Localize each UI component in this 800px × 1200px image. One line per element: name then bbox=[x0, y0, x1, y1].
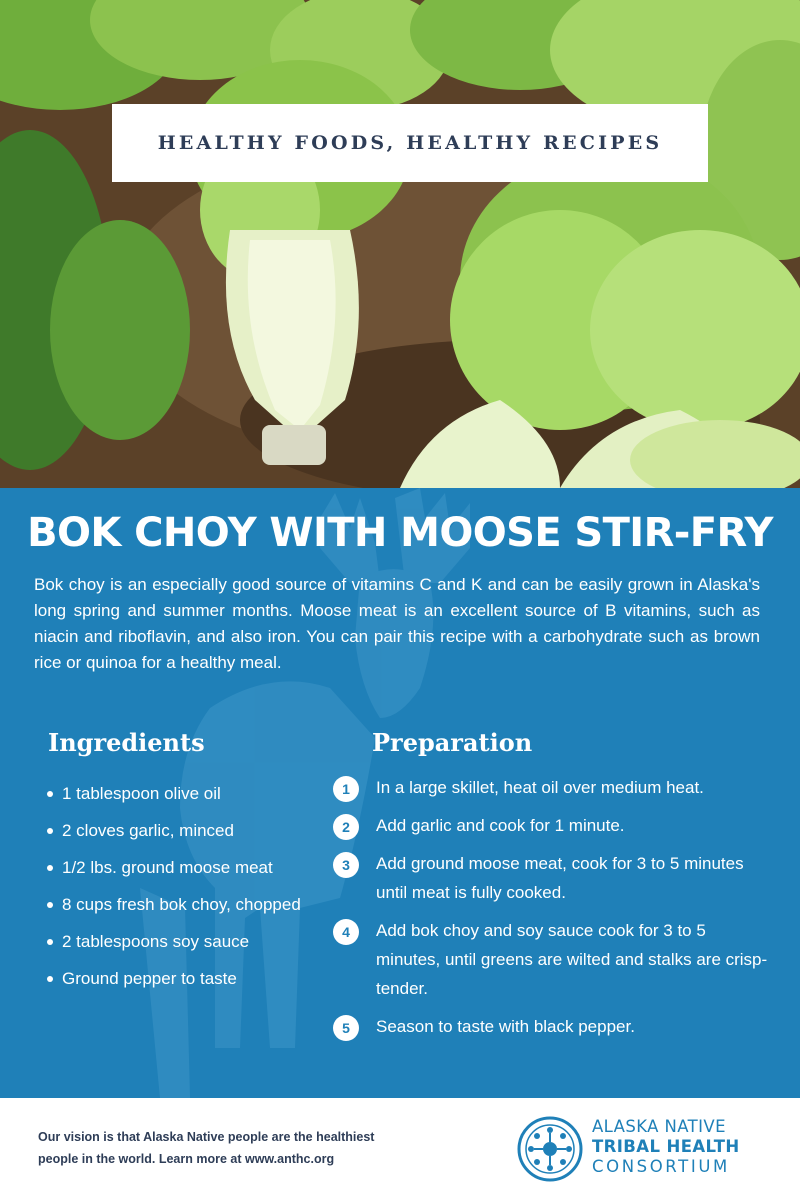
step-text: In a large skillet, heat oil over medium heat. bbox=[376, 778, 704, 797]
preparation-step bbox=[333, 811, 773, 840]
preparation-heading: Preparation bbox=[372, 728, 533, 757]
recipe-intro: Bok choy is an especially good source of vitamins C and K and can be easily grown in Alaska's long spring and summer months. Moose meat is an excellent source of B vitamins, such as niacin and riboflavin, and also iron. You can pair this recipe with a carbohydrate such as brown rice or quinoa for a healthy meal. bbox=[34, 575, 760, 672]
footer bbox=[0, 1098, 800, 1200]
ingredient-item: 1/2 lbs. ground moose meat bbox=[40, 849, 330, 886]
anthc-logo-text bbox=[592, 1117, 740, 1177]
logo-line-1: ALASKA NATIVE bbox=[592, 1117, 726, 1136]
logo-line-2: TRIBAL HEALTH bbox=[592, 1137, 740, 1156]
bok-choy-illustration bbox=[0, 0, 800, 488]
bok-choy-photo bbox=[0, 0, 800, 488]
ingredient-item: 8 cups fresh bok choy, chopped bbox=[40, 886, 330, 923]
ingredient-item: 2 cloves garlic, minced bbox=[40, 812, 330, 849]
step-text: Add ground moose meat, cook for 3 to 5 minutes until meat is fully cooked. bbox=[376, 854, 744, 902]
vision-statement bbox=[38, 1126, 458, 1170]
step-number-badge: 3 bbox=[333, 852, 359, 878]
category-banner bbox=[112, 104, 708, 182]
vision-line-1: Our vision is that Alaska Native people are the healthiest bbox=[38, 1130, 375, 1144]
step-text: Add garlic and cook for 1 minute. bbox=[376, 816, 625, 835]
logo-line-3: CONSORTIUM bbox=[592, 1157, 730, 1176]
recipe-title: BOK CHOY WITH MOOSE STIR-FRY bbox=[27, 510, 773, 556]
ingredient-item: 1 tablespoon olive oil bbox=[40, 775, 330, 812]
preparation-step bbox=[333, 916, 773, 1003]
step-number-badge: 2 bbox=[333, 814, 359, 840]
preparation-step bbox=[333, 1012, 773, 1041]
step-text: Add bok choy and soy sauce cook for 3 to 5 minutes, until greens are wilted and stalks are crisp-tender. bbox=[376, 921, 768, 998]
preparation-step bbox=[333, 849, 773, 907]
preparation-steps bbox=[333, 773, 773, 1050]
preparation-step bbox=[333, 773, 773, 802]
ingredients-heading: Ingredients bbox=[48, 728, 205, 757]
step-number-badge: 5 bbox=[333, 1015, 359, 1041]
step-number-badge: 4 bbox=[333, 919, 359, 945]
ingredient-item: Ground pepper to taste bbox=[40, 960, 330, 997]
recipe-body bbox=[0, 488, 800, 1098]
category-banner-text: HEALTHY FOODS, HEALTHY RECIPES bbox=[157, 132, 663, 154]
step-number-badge: 1 bbox=[333, 776, 359, 802]
vision-line-2: people in the world. Learn more at www.anthc.org bbox=[38, 1152, 335, 1166]
ingredient-item: 2 tablespoons soy sauce bbox=[40, 923, 330, 960]
step-text: Season to taste with black pepper. bbox=[376, 1017, 635, 1036]
ingredients-list bbox=[40, 775, 330, 997]
anthc-logo-icon bbox=[517, 1116, 583, 1182]
